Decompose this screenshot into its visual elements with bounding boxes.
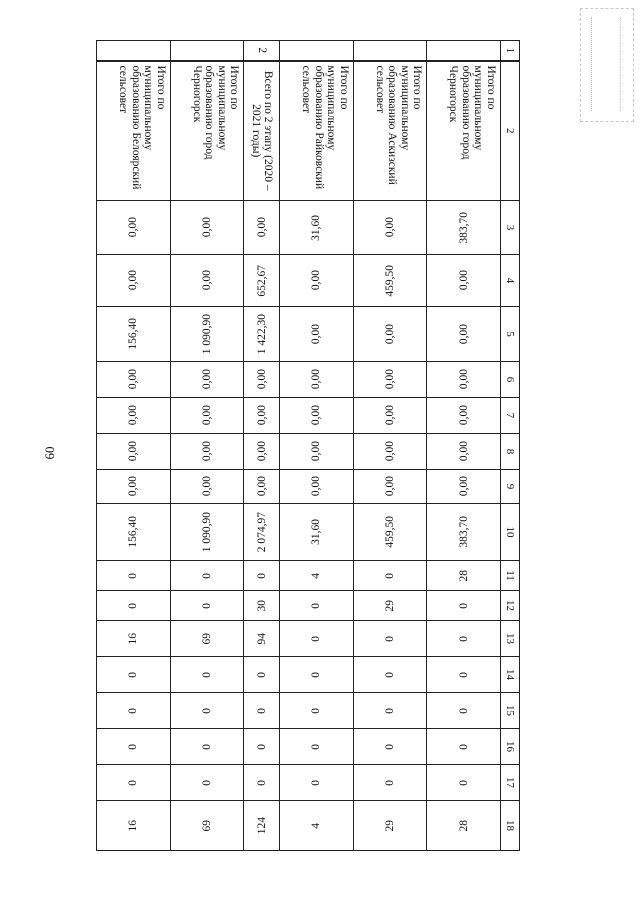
value-cell-col14 xyxy=(97,657,171,693)
cell-value: 0 xyxy=(255,743,268,750)
column-header-8: 8 xyxy=(501,434,520,470)
cell-value: 0,00 xyxy=(457,369,470,390)
row-number-cell xyxy=(427,41,501,61)
cell-value: 0 xyxy=(457,602,470,609)
value-cell-col17 xyxy=(279,765,353,801)
value-cell-col8 xyxy=(244,434,279,470)
value-cell-col18 xyxy=(170,801,244,851)
cell-value: 0 xyxy=(127,671,140,678)
cell-value: 4 xyxy=(310,822,323,829)
cell-value: 0 xyxy=(201,743,214,750)
value-cell-col4 xyxy=(353,255,427,307)
cell-value: 0,00 xyxy=(383,369,396,390)
cell-value: 16 xyxy=(127,819,140,832)
row-number-cell xyxy=(279,41,353,61)
cell-value: 124 xyxy=(255,816,268,835)
cell-value: 0,00 xyxy=(127,476,140,497)
value-cell-col6 xyxy=(170,362,244,398)
cell-value: 0,00 xyxy=(127,405,140,426)
row-name-cell: Всего по 2 этапу (2020 – 2021 годы) xyxy=(244,61,279,201)
value-cell-col11 xyxy=(170,561,244,591)
cell-value: 4 xyxy=(310,572,323,579)
cell-value: 0,00 xyxy=(383,217,396,238)
cell-value: 30 xyxy=(255,599,268,612)
value-cell-col11 xyxy=(97,561,171,591)
value-cell-col16 xyxy=(170,729,244,765)
value-cell-col9 xyxy=(170,470,244,504)
row-name-cell: Итого по муниципальному образованию Аскизский сельсовет xyxy=(353,61,427,201)
value-cell-col6 xyxy=(244,362,279,398)
value-cell-col8 xyxy=(170,434,244,470)
value-cell-col16 xyxy=(427,729,501,765)
table-row xyxy=(97,41,171,851)
column-header-12: 12 xyxy=(501,591,520,621)
value-cell-col10 xyxy=(427,504,501,561)
cell-value: 459,50 xyxy=(383,516,396,548)
value-cell-col10 xyxy=(97,504,171,561)
value-cell-col18 xyxy=(279,801,353,851)
value-cell-col10 xyxy=(244,504,279,561)
column-header-17: 17 xyxy=(501,765,520,801)
cell-value: 0 xyxy=(201,707,214,714)
cell-value: 0,00 xyxy=(201,405,214,426)
cell-value: 0,00 xyxy=(255,405,268,426)
cell-value: 31,60 xyxy=(310,214,323,241)
row-number-cell xyxy=(353,41,427,61)
cell-value: 0,00 xyxy=(255,217,268,238)
cell-value: 0,00 xyxy=(201,441,214,462)
table-row xyxy=(353,41,427,851)
value-cell-col8 xyxy=(97,434,171,470)
value-cell-col11 xyxy=(279,561,353,591)
value-cell-col16 xyxy=(97,729,171,765)
cell-value: 652,67 xyxy=(255,264,268,297)
value-cell-col13 xyxy=(353,621,427,657)
cell-value: 0,00 xyxy=(457,323,470,345)
value-cell-col4 xyxy=(279,255,353,307)
cell-value: 459,50 xyxy=(383,264,396,297)
cell-value: 0,00 xyxy=(255,369,268,390)
column-header-14: 14 xyxy=(501,657,520,693)
cell-value: 0 xyxy=(201,602,214,609)
cell-value: 0 xyxy=(383,743,396,750)
value-cell-col14 xyxy=(427,657,501,693)
value-cell-col17 xyxy=(353,765,427,801)
cell-value: 0,00 xyxy=(310,369,323,390)
row-name-cell: Итого по муниципальному образованию Райковский сельсовет xyxy=(279,61,353,201)
column-header-4: 4 xyxy=(501,255,520,307)
value-cell-col12 xyxy=(170,591,244,621)
value-cell-col8 xyxy=(427,434,501,470)
row-number-cell xyxy=(97,41,171,61)
cell-value: 0,00 xyxy=(127,369,140,390)
value-cell-col3 xyxy=(97,201,171,255)
cell-value: 29 xyxy=(383,599,396,612)
cell-value: 0,00 xyxy=(383,323,396,345)
value-cell-col13 xyxy=(97,621,171,657)
cell-value: 0,00 xyxy=(457,270,470,291)
value-cell-col12 xyxy=(427,591,501,621)
cell-value: 29 xyxy=(383,819,396,832)
value-cell-col4 xyxy=(170,255,244,307)
cell-value: 0 xyxy=(127,779,140,786)
value-cell-col13 xyxy=(279,621,353,657)
value-cell-col7 xyxy=(244,398,279,434)
value-cell-col15 xyxy=(97,693,171,729)
cell-value: 0,00 xyxy=(127,441,140,462)
column-header-1: 1 xyxy=(501,41,520,61)
column-header-18: 18 xyxy=(501,801,520,851)
value-cell-col3 xyxy=(353,201,427,255)
value-cell-col9 xyxy=(97,470,171,504)
column-header-2: 2 xyxy=(501,61,520,201)
value-cell-col15 xyxy=(353,693,427,729)
cell-value: 0,00 xyxy=(255,476,268,497)
value-cell-col14 xyxy=(279,657,353,693)
value-cell-col13 xyxy=(427,621,501,657)
value-cell-col6 xyxy=(97,362,171,398)
column-header-3: 3 xyxy=(501,201,520,255)
value-cell-col8 xyxy=(353,434,427,470)
table-body xyxy=(97,41,520,851)
value-cell-col5 xyxy=(353,307,427,362)
value-cell-col5 xyxy=(244,307,279,362)
row-number-cell: 2 xyxy=(244,41,279,61)
cell-value: 0,00 xyxy=(127,217,140,238)
table-container xyxy=(96,40,520,850)
value-cell-col13 xyxy=(170,621,244,657)
value-cell-col6 xyxy=(353,362,427,398)
cell-value: 0 xyxy=(457,707,470,714)
value-cell-col12 xyxy=(97,591,171,621)
cell-value: 0,00 xyxy=(457,441,470,462)
row-name-cell: Итого по муниципальному образованию город Черногорск xyxy=(170,61,244,201)
cell-value: 69 xyxy=(201,819,214,832)
value-cell-col3 xyxy=(427,201,501,255)
value-cell-col17 xyxy=(427,765,501,801)
value-cell-col12 xyxy=(244,591,279,621)
column-header-5: 5 xyxy=(501,307,520,362)
value-cell-col16 xyxy=(279,729,353,765)
value-cell-col10 xyxy=(170,504,244,561)
value-cell-col17 xyxy=(170,765,244,801)
cell-value: 0 xyxy=(255,779,268,786)
cell-value: 0 xyxy=(457,671,470,678)
cell-value: 0,00 xyxy=(201,369,214,390)
value-cell-col4 xyxy=(97,255,171,307)
cell-value: 0 xyxy=(383,635,396,642)
value-cell-col5 xyxy=(427,307,501,362)
cell-value: 0 xyxy=(127,743,140,750)
value-cell-col16 xyxy=(244,729,279,765)
column-header-13: 13 xyxy=(501,621,520,657)
cell-value: 156,40 xyxy=(127,516,140,548)
value-cell-col7 xyxy=(427,398,501,434)
value-cell-col7 xyxy=(97,398,171,434)
value-cell-col4 xyxy=(427,255,501,307)
cell-value: 0 xyxy=(457,635,470,642)
column-header-7: 7 xyxy=(501,398,520,434)
value-cell-col3 xyxy=(170,201,244,255)
cell-value: 0 xyxy=(127,602,140,609)
cell-value: 0 xyxy=(383,671,396,678)
value-cell-col7 xyxy=(353,398,427,434)
cell-value: 0 xyxy=(457,743,470,750)
value-cell-col9 xyxy=(427,470,501,504)
value-cell-col3 xyxy=(244,201,279,255)
cell-value: 156,40 xyxy=(127,318,140,350)
value-cell-col10 xyxy=(279,504,353,561)
value-cell-col14 xyxy=(353,657,427,693)
cell-value: 0 xyxy=(255,572,268,579)
value-cell-col18 xyxy=(97,801,171,851)
cell-value: 383,70 xyxy=(457,516,470,548)
table-row xyxy=(279,41,353,851)
value-cell-col17 xyxy=(97,765,171,801)
value-cell-col5 xyxy=(97,307,171,362)
column-header-15: 15 xyxy=(501,693,520,729)
table-row xyxy=(170,41,244,851)
cell-value: 1 422,30 xyxy=(255,313,268,355)
value-cell-col15 xyxy=(170,693,244,729)
value-cell-col12 xyxy=(353,591,427,621)
cell-value: 28 xyxy=(457,569,470,582)
cell-value: 0,00 xyxy=(457,405,470,426)
cell-value: 0,00 xyxy=(310,323,323,345)
cell-value: 0,00 xyxy=(310,441,323,462)
cell-value: 0 xyxy=(310,635,323,642)
value-cell-col6 xyxy=(279,362,353,398)
cell-value: 0,00 xyxy=(383,405,396,426)
scan-artifact xyxy=(580,8,634,122)
rotated-table-area xyxy=(96,40,520,850)
value-cell-col11 xyxy=(244,561,279,591)
cell-value: 0 xyxy=(310,779,323,786)
cell-value: 0 xyxy=(383,707,396,714)
budget-table xyxy=(96,40,520,851)
cell-value: 31,60 xyxy=(310,519,323,545)
value-cell-col10 xyxy=(353,504,427,561)
cell-value: 0,00 xyxy=(201,476,214,497)
value-cell-col18 xyxy=(244,801,279,851)
value-cell-col11 xyxy=(427,561,501,591)
cell-value: 94 xyxy=(255,632,268,645)
value-cell-col9 xyxy=(244,470,279,504)
cell-value: 0,00 xyxy=(383,441,396,462)
table-row xyxy=(427,41,501,851)
cell-value: 0 xyxy=(255,671,268,678)
header-row xyxy=(501,41,520,851)
cell-value: 0 xyxy=(201,572,214,579)
cell-value: 0 xyxy=(201,671,214,678)
cell-value: 0 xyxy=(201,779,214,786)
value-cell-col7 xyxy=(279,398,353,434)
cell-value: 0 xyxy=(127,707,140,714)
value-cell-col3 xyxy=(279,201,353,255)
cell-value: 383,70 xyxy=(457,211,470,244)
value-cell-col18 xyxy=(353,801,427,851)
value-cell-col7 xyxy=(170,398,244,434)
cell-value: 2 074,97 xyxy=(255,511,268,553)
cell-value: 0,00 xyxy=(457,476,470,497)
value-cell-col5 xyxy=(170,307,244,362)
value-cell-col15 xyxy=(427,693,501,729)
cell-value: 0 xyxy=(310,602,323,609)
column-header-10: 10 xyxy=(501,504,520,561)
cell-value: 0,00 xyxy=(383,476,396,497)
column-header-16: 16 xyxy=(501,729,520,765)
cell-value: 1 090,90 xyxy=(201,511,214,553)
cell-value: 0,00 xyxy=(310,270,323,291)
value-cell-col18 xyxy=(427,801,501,851)
page-number: 60 xyxy=(42,446,57,460)
row-name-cell: Итого по муниципальному образованию Белоярский сельсовет xyxy=(97,61,171,201)
cell-value: 16 xyxy=(127,632,140,645)
cell-value: 0 xyxy=(310,707,323,714)
value-cell-col8 xyxy=(279,434,353,470)
cell-value: 0 xyxy=(310,671,323,678)
row-name-cell: Итого по муниципальному образованию город Черногорск xyxy=(427,61,501,201)
column-header-9: 9 xyxy=(501,470,520,504)
cell-value: 0,00 xyxy=(310,476,323,497)
value-cell-col9 xyxy=(279,470,353,504)
value-cell-col15 xyxy=(244,693,279,729)
cell-value: 0,00 xyxy=(201,270,214,291)
cell-value: 0,00 xyxy=(127,270,140,291)
value-cell-col11 xyxy=(353,561,427,591)
cell-value: 0 xyxy=(255,707,268,714)
value-cell-col14 xyxy=(244,657,279,693)
value-cell-col6 xyxy=(427,362,501,398)
cell-value: 0 xyxy=(457,779,470,786)
row-number-cell xyxy=(170,41,244,61)
value-cell-col9 xyxy=(353,470,427,504)
value-cell-col14 xyxy=(170,657,244,693)
cell-value: 28 xyxy=(457,819,470,832)
value-cell-col15 xyxy=(279,693,353,729)
value-cell-col5 xyxy=(279,307,353,362)
cell-value: 0,00 xyxy=(255,441,268,462)
cell-value: 0,00 xyxy=(201,217,214,238)
column-header-6: 6 xyxy=(501,362,520,398)
cell-value: 1 090,90 xyxy=(201,313,214,355)
value-cell-col4 xyxy=(244,255,279,307)
cell-value: 0 xyxy=(383,779,396,786)
cell-value: 0 xyxy=(127,572,140,579)
column-header-11: 11 xyxy=(501,561,520,591)
value-cell-col17 xyxy=(244,765,279,801)
table-row xyxy=(244,41,279,851)
cell-value: 69 xyxy=(201,632,214,645)
value-cell-col12 xyxy=(279,591,353,621)
cell-value: 0 xyxy=(383,572,396,579)
value-cell-col13 xyxy=(244,621,279,657)
cell-value: 0,00 xyxy=(310,405,323,426)
cell-value: 0 xyxy=(310,743,323,750)
value-cell-col16 xyxy=(353,729,427,765)
